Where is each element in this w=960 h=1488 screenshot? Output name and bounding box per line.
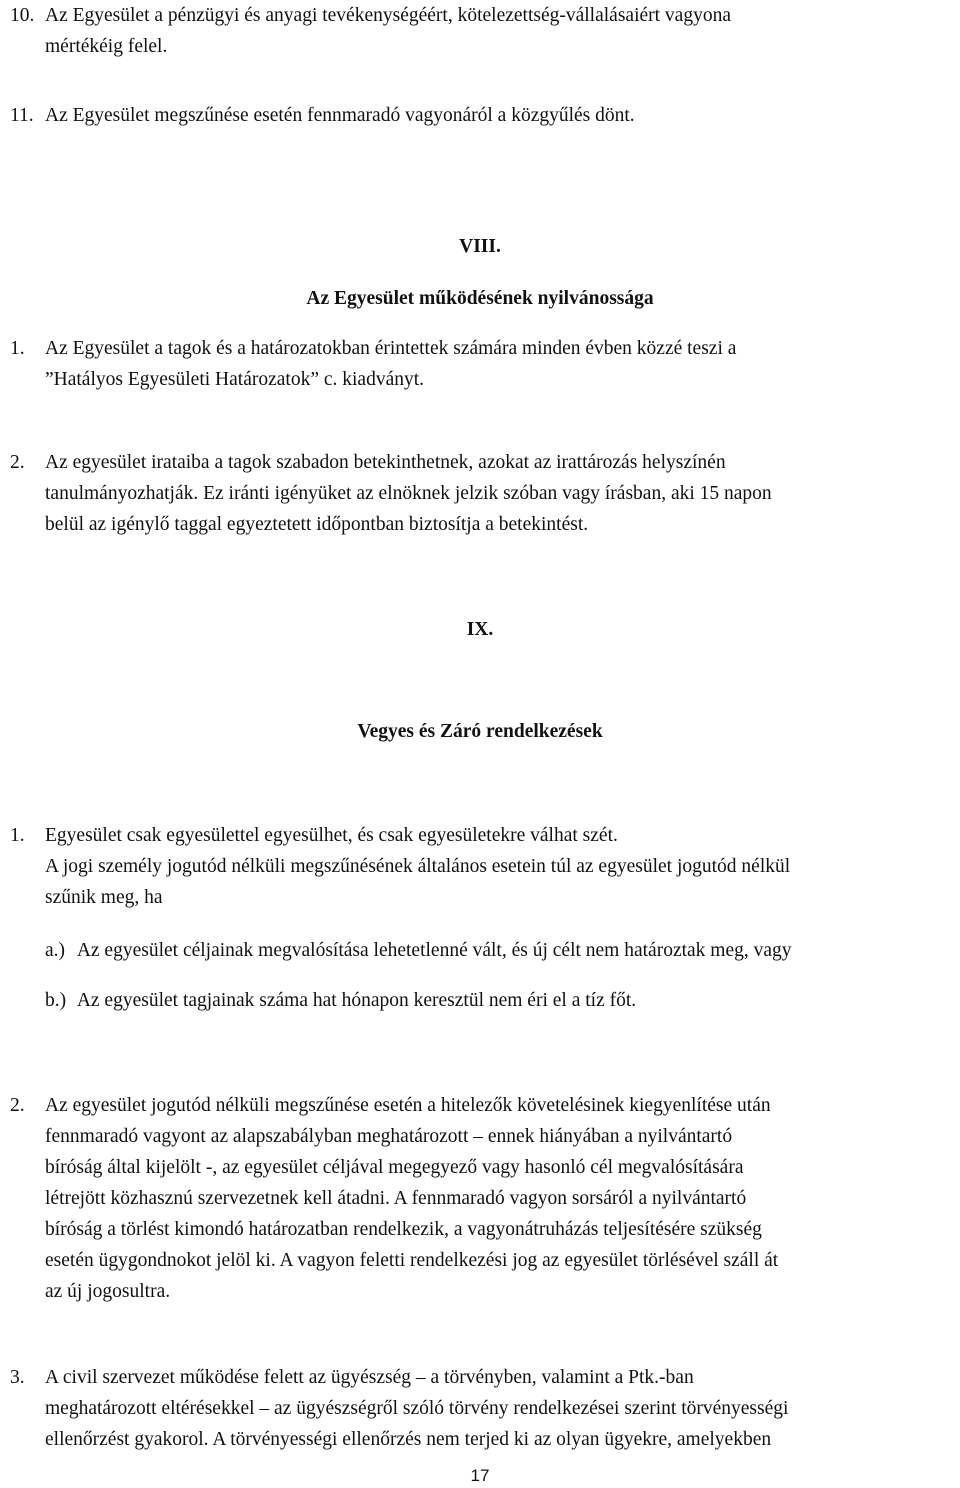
item-text [45, 0, 957, 62]
item-text [45, 820, 957, 913]
text-line: belül az igénylő taggal egyeztetett időpontban biztosítja a betekintést. [45, 514, 589, 535]
section-number: VIII. [459, 236, 501, 257]
text-line: bíróság által kijelölt -, az egyesület céljával megegyező vagy hasonló cél megvalósítására [45, 1157, 744, 1178]
sub-item-label: b.) [45, 990, 67, 1011]
text-line: szűnik meg, ha [45, 887, 163, 908]
item-number: 2. [10, 452, 25, 473]
item-text [45, 1090, 957, 1307]
item-text [45, 333, 957, 395]
item-number: 1. [10, 825, 25, 846]
page-number: 17 [470, 1466, 490, 1485]
text-line: az új jogosultra. [45, 1281, 171, 1302]
text-line: ”Hatályos Egyesületi Határozatok” c. kiadványt. [45, 369, 425, 390]
sub-item-text: Az egyesület tagjainak száma hat hónapon keresztül nem éri el a tíz főt. [76, 990, 637, 1011]
text-line: mértékéig felel. [45, 36, 168, 57]
text-line: Az egyesület irataiba a tagok szabadon betekinthetnek, azokat az irattározás helyszínén [45, 452, 726, 473]
text-line: A jogi személy jogutód nélküli megszűnésének általános esetein túl az egyesület jogutód nélkül [45, 856, 791, 877]
text-line: Az Egyesület megszűnése esetén fennmaradó vagyonáról a közgyűlés dönt. [45, 105, 635, 126]
section-title: Az Egyesület működésének nyilvánossága [306, 288, 654, 309]
text-line: Egyesület csak egyesülettel egyesülhet, és csak egyesületekre válhat szét. [45, 825, 618, 846]
text-line: bíróság a törlést kimondó határozatban rendelkezik, a vagyonátruházás teljesítésére szükség [45, 1219, 762, 1240]
text-line: Az Egyesület a pénzügyi és anyagi tevékenységéért, kötelezettség-vállalásaiért vagyona [45, 5, 731, 26]
sub-item-a [45, 935, 792, 966]
text-line: fennmaradó vagyont az alapszabályban meghatározott – ennek hiányában a nyilvántartó [45, 1126, 733, 1147]
text-line: létrejött közhasznú szervezetnek kell átadni. A fennmaradó vagyon sorsáról a nyilvántartó [45, 1188, 747, 1209]
section-number: IX. [466, 619, 494, 640]
text-line: A civil szervezet működése felett az ügyészség – a törvényben, valamint a Ptk.-ban [45, 1367, 694, 1388]
item-text [45, 100, 957, 131]
item-number: 2. [10, 1095, 25, 1116]
text-line: esetén ügygondnokot jelöl ki. A vagyon feletti rendelkezési jog az egyesület törlésével száll át [45, 1250, 779, 1271]
text-line: meghatározott eltérésekkel – az ügyészségről szóló törvény rendelkezései szerint törvényességi [45, 1398, 789, 1419]
item-number: 1. [10, 338, 25, 359]
section-title: Vegyes és Záró rendelkezések [357, 721, 603, 742]
item-text [45, 447, 957, 540]
text-line: tanulmányozhatják. Ez iránti igényüket az elnöknek jelzik szóban vagy írásban, aki 15 napon [45, 483, 772, 504]
item-number: 10. [10, 5, 35, 26]
item-number: 3. [10, 1367, 25, 1388]
sub-item-b [45, 985, 636, 1016]
text-line: Az Egyesület a tagok és a határozatokban érintettek számára minden évben közzé teszi a [45, 338, 737, 359]
item-number: 11. [10, 105, 34, 126]
sub-item-text: Az egyesület céljainak megvalósítása lehetetlenné vált, és új célt nem határoztak meg, vagy [76, 940, 792, 961]
text-line: ellenőrzést gyakorol. A törvényességi ellenőrzés nem terjed ki az olyan ügyekre, amelyekben [45, 1429, 772, 1450]
sub-item-label: a.) [45, 940, 66, 961]
item-text [45, 1362, 957, 1455]
text-line: Az egyesület jogutód nélküli megszűnése esetén a hitelezők követelésinek kiegyenlítése után [45, 1095, 771, 1116]
